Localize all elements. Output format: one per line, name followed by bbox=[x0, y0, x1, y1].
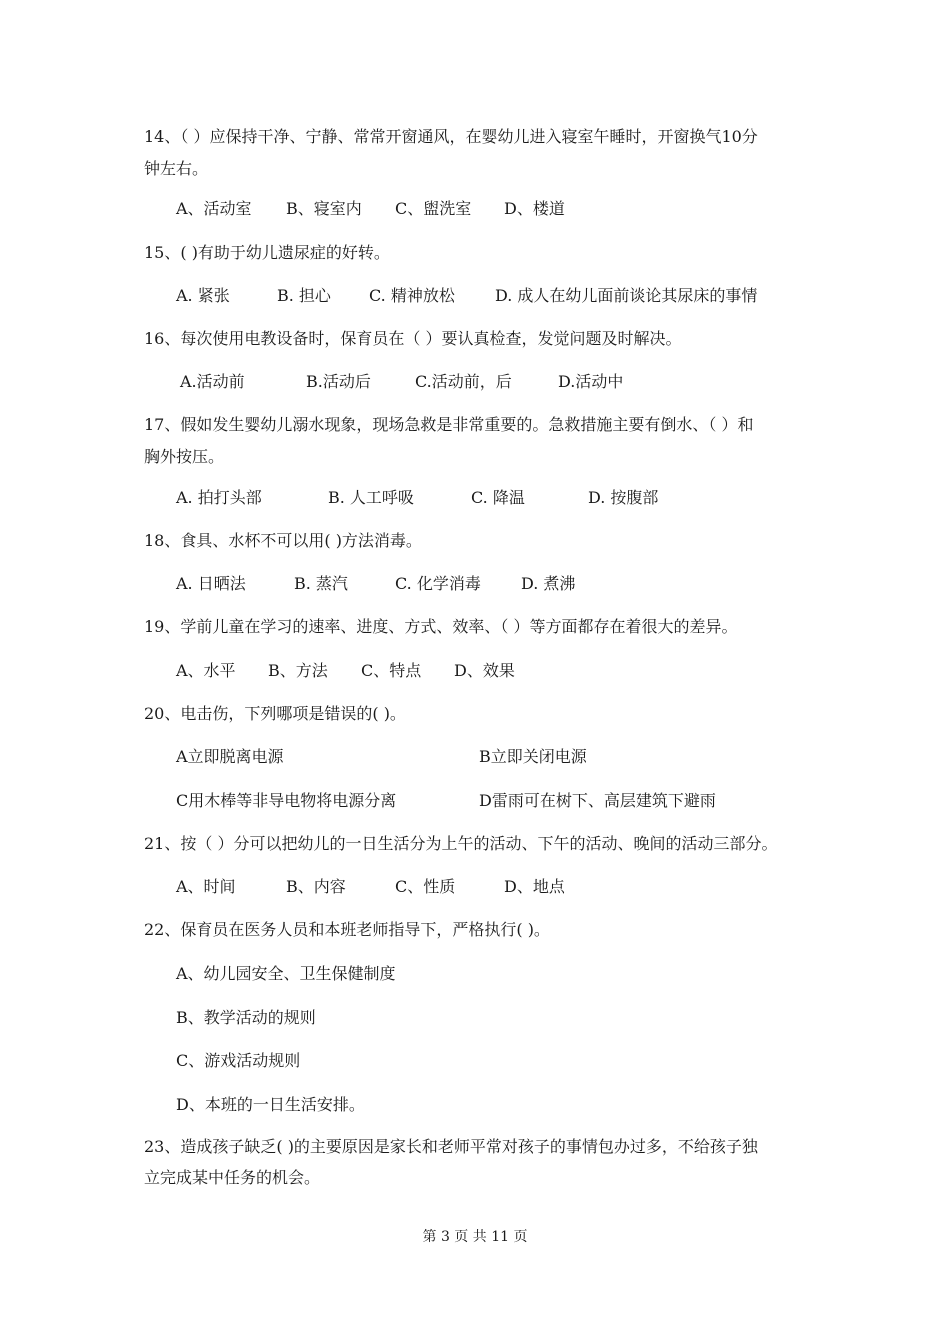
q14-option-b: B、寝室内 bbox=[286, 199, 362, 218]
q22-option-c: C、游戏活动规则 bbox=[176, 1051, 301, 1070]
q17-option-a: A. 拍打头部 bbox=[176, 488, 262, 507]
q21-option-c: C、性质 bbox=[395, 877, 456, 896]
q14-option-a: A、活动室 bbox=[176, 199, 252, 218]
q17-option-b: B. 人工呼吸 bbox=[328, 488, 414, 507]
page-number-footer: 第 3 页 共 11 页 bbox=[422, 1229, 528, 1245]
q15-option-b: B. 担心 bbox=[277, 286, 331, 305]
q18-option-c: C. 化学消毒 bbox=[395, 574, 481, 593]
q21-option-a: A、时间 bbox=[176, 877, 236, 896]
question-19: 19、学前儿童在学习的速率、进度、方式、效率、（ ）等方面都存在着很大的差异。 bbox=[144, 617, 738, 636]
q22-option-a: A、幼儿园安全、卫生保健制度 bbox=[176, 964, 396, 983]
question-18: 18、食具、水杯不可以用( )方法消毒。 bbox=[144, 531, 422, 550]
q16-option-c: C.活动前，后 bbox=[415, 372, 512, 391]
question-22: 22、保育员在医务人员和本班老师指导下，严格执行( )。 bbox=[144, 920, 550, 939]
question-14-line-2: 钟左右。 bbox=[144, 159, 209, 178]
q15-option-d: D. 成人在幼儿面前谈论其尿床的事情 bbox=[495, 286, 758, 305]
q20-option-d: D雷雨可在树下、高层建筑下避雨 bbox=[479, 791, 716, 810]
q15-option-a: A. 紧张 bbox=[176, 286, 230, 305]
q22-option-d: D、本班的一日生活安排。 bbox=[176, 1095, 365, 1114]
question-17-line-1: 17、假如发生婴幼儿溺水现象，现场急救是非常重要的。急救措施主要有倒水、（ ）和 bbox=[144, 415, 754, 434]
q19-option-a: A、水平 bbox=[176, 661, 236, 680]
q16-option-b: B.活动后 bbox=[306, 372, 371, 391]
q20-option-a: A立即脱离电源 bbox=[176, 747, 284, 766]
q14-option-c: C、盥洗室 bbox=[395, 199, 472, 218]
q16-option-d: D.活动中 bbox=[558, 372, 624, 391]
question-15: 15、( )有助于幼儿遗尿症的好转。 bbox=[144, 243, 390, 262]
q14-option-d: D、楼道 bbox=[504, 199, 565, 218]
q18-option-d: D. 煮沸 bbox=[521, 574, 576, 593]
q18-option-a: A. 日晒法 bbox=[176, 574, 246, 593]
q22-option-b: B、教学活动的规则 bbox=[176, 1008, 316, 1027]
question-23-line-2: 立完成某中任务的机会。 bbox=[144, 1168, 321, 1187]
question-14-line-1: 14、（ ）应保持干净、宁静、常常开窗通风，在婴幼儿进入寝室午睡时，开窗换气10分 bbox=[144, 127, 758, 146]
q16-option-a: A.活动前 bbox=[180, 372, 245, 391]
q18-option-b: B. 蒸汽 bbox=[294, 574, 348, 593]
q20-option-c: C用木棒等非导电物将电源分离 bbox=[176, 791, 397, 810]
q19-option-b: B、方法 bbox=[268, 661, 328, 680]
q17-option-c: C. 降温 bbox=[471, 488, 525, 507]
question-23-line-1: 23、造成孩子缺乏( )的主要原因是家长和老师平常对孩子的事情包办过多，不给孩子独 bbox=[144, 1137, 758, 1156]
q21-option-b: B、内容 bbox=[286, 877, 346, 896]
question-21: 21、按（ ）分可以把幼儿的一日生活分为上午的活动、下午的活动、晚间的活动三部分。 bbox=[144, 834, 778, 853]
q21-option-d: D、地点 bbox=[504, 877, 565, 896]
question-17-line-2: 胸外按压。 bbox=[144, 447, 225, 466]
question-16: 16、每次使用电教设备时，保育员在（ ）要认真检查，发觉问题及时解决。 bbox=[144, 329, 682, 348]
q19-option-d: D、效果 bbox=[454, 661, 515, 680]
question-20: 20、电击伤，下列哪项是错误的( )。 bbox=[144, 704, 406, 723]
q15-option-c: C. 精神放松 bbox=[369, 286, 455, 305]
q19-option-c: C、特点 bbox=[361, 661, 422, 680]
q17-option-d: D. 按腹部 bbox=[588, 488, 659, 507]
q20-option-b: B立即关闭电源 bbox=[479, 747, 587, 766]
